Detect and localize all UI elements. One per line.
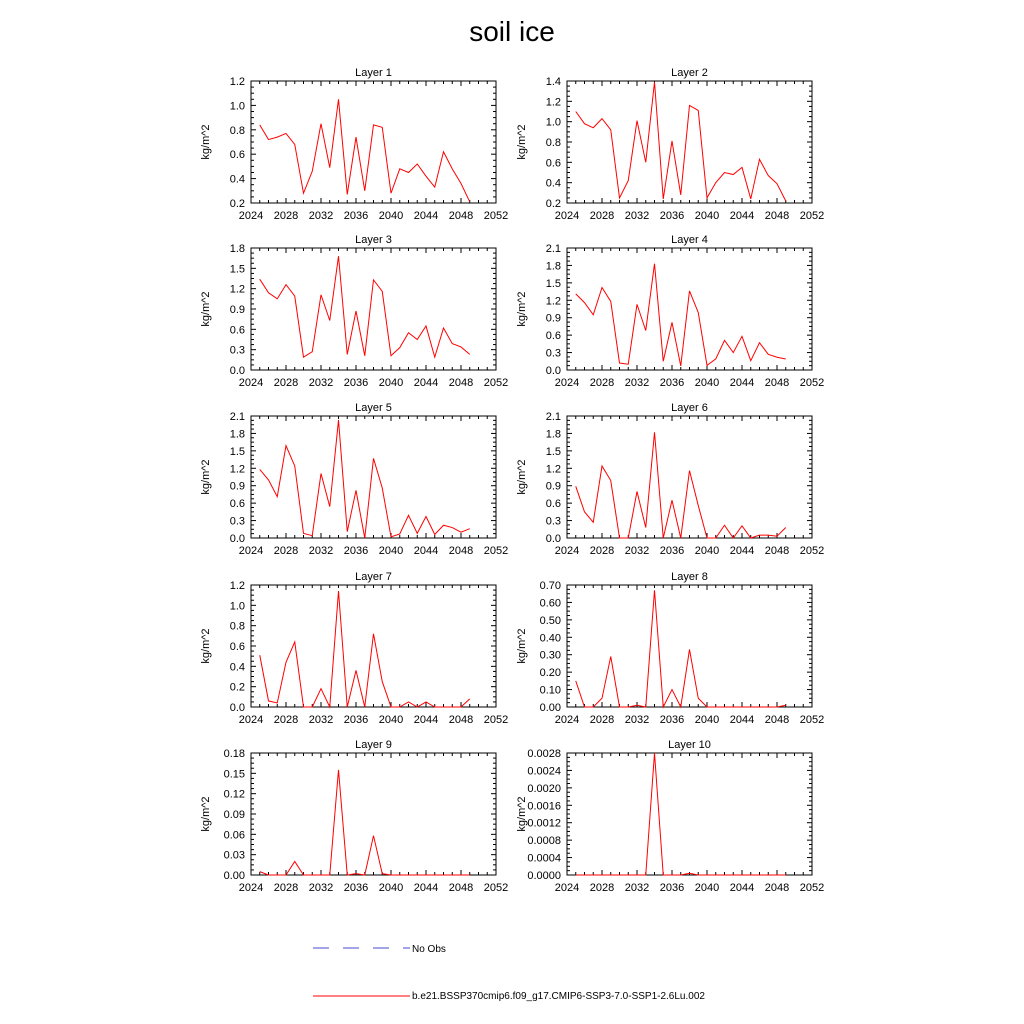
panel-title: Layer 8 xyxy=(671,571,708,583)
series-line xyxy=(576,82,786,201)
y-tick-label: 0.6 xyxy=(545,330,561,343)
legend xyxy=(313,944,705,1002)
y-tick-label: 1.5 xyxy=(545,445,561,458)
x-tick-label: 2048 xyxy=(448,545,474,557)
panel-layer-5 xyxy=(200,402,508,557)
y-tick-label: 0.0012 xyxy=(527,817,561,830)
x-tick-label: 2032 xyxy=(308,377,334,389)
x-tick-label: 2040 xyxy=(694,882,720,894)
x-tick-label: 2048 xyxy=(448,377,474,389)
x-tick-label: 2040 xyxy=(378,545,404,557)
panel-title: Layer 4 xyxy=(671,234,708,246)
panel-layer-8 xyxy=(516,571,824,726)
y-tick-label: 0.0028 xyxy=(527,748,561,760)
y-tick-label: 0.9 xyxy=(229,304,245,316)
x-tick-label: 2032 xyxy=(624,882,650,894)
y-tick-label: 0.40 xyxy=(539,632,561,645)
y-axis-label: kg/m^2 xyxy=(516,291,528,327)
plot-frame xyxy=(567,81,812,203)
y-tick-label: 0.4 xyxy=(545,177,561,190)
y-axis-label: kg/m^2 xyxy=(200,124,212,160)
y-tick-label: 1.2 xyxy=(545,96,561,109)
x-tick-label: 2044 xyxy=(729,545,755,557)
x-tick-label: 2048 xyxy=(448,714,474,726)
x-tick-label: 2024 xyxy=(554,882,580,894)
x-tick-label: 2040 xyxy=(378,714,404,726)
panel-title: Layer 10 xyxy=(668,739,711,751)
y-tick-label: 0.3 xyxy=(229,344,245,357)
y-axis-label: kg/m^2 xyxy=(516,459,528,495)
x-tick-label: 2032 xyxy=(308,545,334,557)
x-tick-label: 2036 xyxy=(659,882,685,894)
series-line xyxy=(260,420,470,538)
x-tick-label: 2048 xyxy=(764,882,790,894)
series-line xyxy=(260,770,470,875)
x-tick-label: 2032 xyxy=(624,210,650,222)
x-tick-label: 2024 xyxy=(554,377,580,389)
series-line xyxy=(260,99,470,201)
panel-layer-3 xyxy=(200,234,508,389)
y-tick-label: 0.18 xyxy=(223,748,245,760)
panel-layer-1 xyxy=(200,67,508,222)
plot-frame xyxy=(251,416,496,538)
x-tick-label: 2052 xyxy=(483,210,509,222)
panel-title: Layer 1 xyxy=(355,67,392,79)
y-tick-label: 1.8 xyxy=(545,428,561,441)
plot-frame xyxy=(567,753,812,875)
panel-title: Layer 5 xyxy=(355,402,392,414)
plot-frame xyxy=(567,416,812,538)
y-tick-label: 0.60 xyxy=(539,597,561,610)
y-tick-label: 0.6 xyxy=(545,498,561,511)
y-tick-label: 1.8 xyxy=(229,428,245,441)
panel-title: Layer 6 xyxy=(671,402,708,414)
y-tick-label: 1.0 xyxy=(229,600,245,613)
y-tick-label: 0.6 xyxy=(545,157,561,170)
y-tick-label: 0.6 xyxy=(229,641,245,653)
x-tick-label: 2052 xyxy=(799,210,825,222)
x-tick-label: 2028 xyxy=(589,714,615,726)
x-tick-label: 2052 xyxy=(799,377,825,389)
panel-layer-4 xyxy=(516,234,824,389)
y-tick-label: 0.8 xyxy=(545,137,561,149)
y-tick-label: 2.1 xyxy=(229,411,245,423)
panel-title: Layer 2 xyxy=(671,67,708,79)
plot-frame xyxy=(251,585,496,707)
panel-layer-7 xyxy=(200,571,508,726)
panel-layer-10 xyxy=(516,739,824,894)
x-tick-label: 2040 xyxy=(694,377,720,389)
y-tick-label: 0.6 xyxy=(229,324,245,337)
y-tick-label: 0.0020 xyxy=(527,782,561,795)
x-tick-label: 2044 xyxy=(729,377,755,389)
y-tick-label: 0.9 xyxy=(229,480,245,493)
x-tick-label: 2028 xyxy=(589,545,615,557)
y-axis-label: kg/m^2 xyxy=(516,796,528,832)
y-axis-label: kg/m^2 xyxy=(200,291,212,327)
panel-layer-2 xyxy=(516,67,824,222)
y-tick-label: 0.12 xyxy=(223,788,245,801)
x-tick-label: 2036 xyxy=(343,210,369,222)
x-tick-label: 2024 xyxy=(238,210,264,222)
x-tick-label: 2036 xyxy=(659,377,685,389)
x-tick-label: 2028 xyxy=(273,545,299,557)
plot-frame xyxy=(251,753,496,875)
x-tick-label: 2040 xyxy=(694,714,720,726)
y-tick-label: 0.4 xyxy=(229,661,245,674)
x-tick-label: 2052 xyxy=(483,882,509,894)
x-tick-label: 2024 xyxy=(554,545,580,557)
x-tick-label: 2024 xyxy=(238,882,264,894)
y-tick-label: 1.5 xyxy=(229,445,245,458)
y-tick-label: 0.6 xyxy=(229,498,245,511)
plot-frame xyxy=(567,248,812,370)
y-tick-label: 0.0024 xyxy=(527,765,561,778)
series-line xyxy=(260,591,470,707)
y-tick-label: 1.2 xyxy=(545,295,561,308)
x-tick-label: 2052 xyxy=(483,545,509,557)
x-tick-label: 2032 xyxy=(624,377,650,389)
y-tick-label: 0.0004 xyxy=(527,852,561,865)
y-tick-label: 0.0016 xyxy=(527,800,561,813)
y-axis-label: kg/m^2 xyxy=(200,459,212,495)
x-tick-label: 2032 xyxy=(308,714,334,726)
y-tick-label: 0.9 xyxy=(545,312,561,325)
x-tick-label: 2044 xyxy=(413,714,439,726)
panel-title: Layer 3 xyxy=(355,234,392,246)
y-tick-label: 1.2 xyxy=(545,463,561,476)
y-tick-label: 1.8 xyxy=(229,243,245,255)
x-tick-label: 2044 xyxy=(413,210,439,222)
y-axis-label: kg/m^2 xyxy=(516,628,528,664)
x-tick-label: 2036 xyxy=(343,882,369,894)
y-tick-label: 1.2 xyxy=(229,463,245,476)
plot-frame xyxy=(251,81,496,203)
y-tick-label: 0.9 xyxy=(545,480,561,493)
series-line xyxy=(576,753,786,875)
y-tick-label: 0.0 xyxy=(545,533,561,545)
legend-obs-label: No Obs xyxy=(412,944,446,955)
y-tick-label: 0.4 xyxy=(229,173,245,186)
x-tick-label: 2024 xyxy=(238,714,264,726)
y-tick-label: 0.0 xyxy=(229,533,245,545)
x-tick-label: 2028 xyxy=(589,882,615,894)
page-title: soil ice xyxy=(469,16,555,47)
x-tick-label: 2028 xyxy=(273,882,299,894)
x-tick-label: 2048 xyxy=(448,882,474,894)
x-tick-label: 2028 xyxy=(589,377,615,389)
x-tick-label: 2052 xyxy=(799,545,825,557)
x-tick-label: 2028 xyxy=(589,210,615,222)
x-tick-label: 2052 xyxy=(483,714,509,726)
series-line xyxy=(576,264,786,366)
x-tick-label: 2044 xyxy=(413,882,439,894)
series-line xyxy=(576,432,786,538)
x-tick-label: 2024 xyxy=(554,714,580,726)
panel-title: Layer 7 xyxy=(355,571,392,583)
panel-layer-9 xyxy=(200,739,508,894)
y-tick-label: 1.0 xyxy=(545,116,561,129)
y-tick-label: 0.3 xyxy=(545,347,561,360)
y-tick-label: 0.3 xyxy=(229,515,245,528)
x-tick-label: 2028 xyxy=(273,714,299,726)
x-tick-label: 2052 xyxy=(799,714,825,726)
y-tick-label: 1.0 xyxy=(229,100,245,113)
x-tick-label: 2048 xyxy=(448,210,474,222)
x-tick-label: 2048 xyxy=(764,714,790,726)
x-tick-label: 2048 xyxy=(764,377,790,389)
y-tick-label: 0.06 xyxy=(223,829,245,842)
y-tick-label: 1.8 xyxy=(545,260,561,273)
x-tick-label: 2044 xyxy=(413,377,439,389)
panel-title: Layer 9 xyxy=(355,739,392,751)
y-tick-label: 1.5 xyxy=(545,277,561,290)
y-tick-label: 0.03 xyxy=(223,849,245,862)
y-tick-label: 1.5 xyxy=(229,263,245,276)
plot-frame xyxy=(251,248,496,370)
x-tick-label: 2036 xyxy=(659,545,685,557)
x-tick-label: 2036 xyxy=(343,545,369,557)
x-tick-label: 2052 xyxy=(483,377,509,389)
x-tick-label: 2048 xyxy=(764,545,790,557)
x-tick-label: 2032 xyxy=(308,210,334,222)
y-tick-label: 0.0008 xyxy=(527,835,561,848)
x-tick-label: 2036 xyxy=(659,210,685,222)
x-tick-label: 2032 xyxy=(308,882,334,894)
x-tick-label: 2028 xyxy=(273,210,299,222)
panel-layer-6 xyxy=(516,402,824,557)
y-tick-label: 0.0 xyxy=(229,365,245,377)
y-tick-label: 0.3 xyxy=(545,515,561,528)
series-line xyxy=(260,256,470,357)
y-tick-label: 0.8 xyxy=(229,620,245,633)
x-tick-label: 2040 xyxy=(694,545,720,557)
y-tick-label: 1.4 xyxy=(545,76,561,88)
y-tick-label: 0.0 xyxy=(229,702,245,714)
y-tick-label: 0.2 xyxy=(545,198,561,210)
x-tick-label: 2040 xyxy=(378,882,404,894)
y-tick-label: 0.70 xyxy=(539,580,561,592)
y-axis-label: kg/m^2 xyxy=(516,124,528,160)
x-tick-label: 2044 xyxy=(413,545,439,557)
y-axis-label: kg/m^2 xyxy=(200,796,212,832)
y-tick-label: 0.2 xyxy=(229,198,245,210)
y-tick-label: 1.2 xyxy=(229,76,245,88)
y-tick-label: 0.20 xyxy=(539,667,561,680)
y-tick-label: 0.0 xyxy=(545,365,561,377)
x-tick-label: 2040 xyxy=(694,210,720,222)
legend-model-label: b.e21.BSSP370cmip6.f09_g17.CMIP6-SSP3-7.0-SSP1-2.6Lu.002 xyxy=(412,991,705,1002)
x-tick-label: 2040 xyxy=(378,377,404,389)
x-tick-label: 2036 xyxy=(343,377,369,389)
x-tick-label: 2044 xyxy=(729,882,755,894)
y-tick-label: 0.30 xyxy=(539,649,561,662)
y-tick-label: 0.0000 xyxy=(527,870,561,882)
x-tick-label: 2044 xyxy=(729,210,755,222)
y-tick-label: 0.8 xyxy=(229,124,245,137)
series-line xyxy=(576,590,786,707)
x-tick-label: 2044 xyxy=(729,714,755,726)
y-tick-label: 0.00 xyxy=(539,702,561,714)
y-tick-label: 0.2 xyxy=(229,681,245,694)
x-tick-label: 2024 xyxy=(238,377,264,389)
x-tick-label: 2040 xyxy=(378,210,404,222)
y-tick-label: 2.1 xyxy=(545,411,561,423)
y-tick-label: 0.50 xyxy=(539,614,561,627)
y-tick-label: 0.15 xyxy=(223,768,245,781)
x-tick-label: 2032 xyxy=(624,545,650,557)
y-tick-label: 0.10 xyxy=(539,684,561,697)
x-tick-label: 2028 xyxy=(273,377,299,389)
y-tick-label: 0.6 xyxy=(229,149,245,162)
x-tick-label: 2024 xyxy=(238,545,264,557)
y-tick-label: 1.2 xyxy=(229,580,245,592)
x-tick-label: 2036 xyxy=(343,714,369,726)
y-tick-label: 2.1 xyxy=(545,243,561,255)
x-tick-label: 2036 xyxy=(659,714,685,726)
y-tick-label: 0.09 xyxy=(223,809,245,821)
y-tick-label: 0.00 xyxy=(223,870,245,882)
x-tick-label: 2052 xyxy=(799,882,825,894)
x-tick-label: 2032 xyxy=(624,714,650,726)
y-tick-label: 1.2 xyxy=(229,283,245,296)
x-tick-label: 2024 xyxy=(554,210,580,222)
x-tick-label: 2048 xyxy=(764,210,790,222)
y-axis-label: kg/m^2 xyxy=(200,628,212,664)
